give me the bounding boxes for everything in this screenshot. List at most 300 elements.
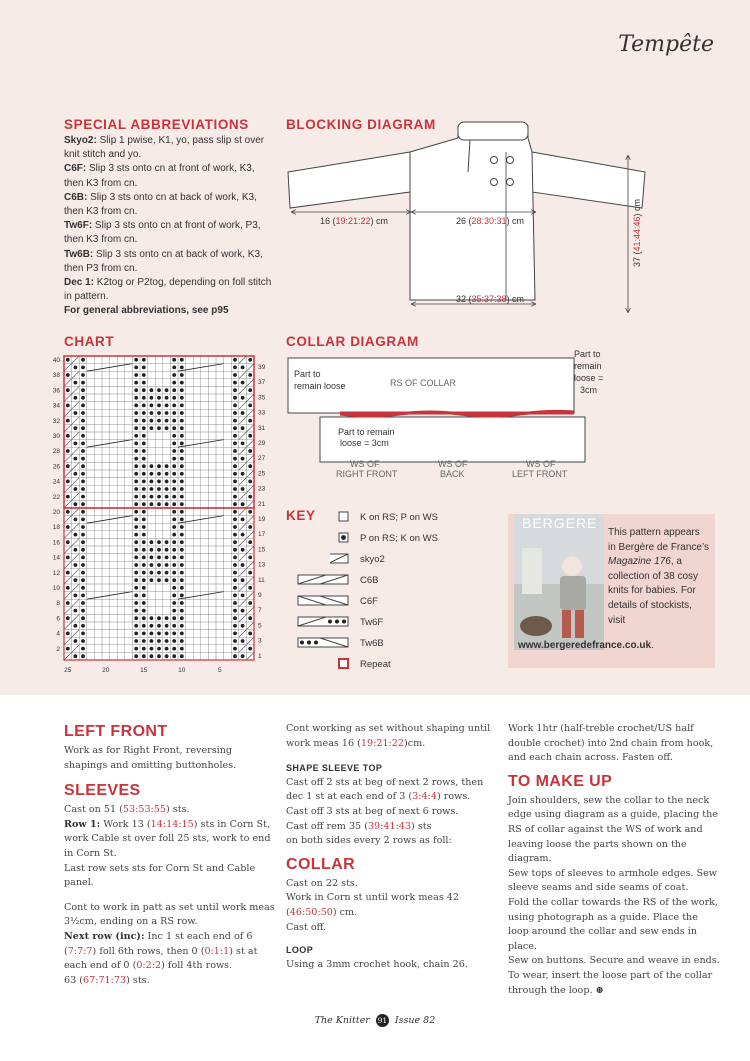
purl-stitch-dot bbox=[150, 487, 154, 491]
row-label-right: 21 bbox=[258, 500, 266, 508]
purl-stitch-dot bbox=[172, 609, 176, 613]
column-label: 5 bbox=[217, 667, 222, 674]
purl-stitch-dot bbox=[157, 578, 161, 582]
purl-stitch-dot bbox=[134, 616, 138, 620]
purl-stitch-dot bbox=[233, 487, 237, 491]
purl-stitch-dot bbox=[233, 594, 237, 598]
purl-stitch-dot bbox=[233, 647, 237, 651]
purl-stitch-dot bbox=[248, 556, 252, 560]
purl-stitch-dot bbox=[248, 434, 252, 438]
purl-stitch-dot bbox=[157, 480, 161, 484]
row-label-left: 12 bbox=[52, 569, 60, 577]
purl-stitch-dot bbox=[180, 616, 184, 620]
purl-stitch-dot bbox=[150, 616, 154, 620]
purl-stitch-dot bbox=[66, 510, 70, 514]
purl-stitch-dot bbox=[172, 472, 176, 476]
purl-stitch-dot bbox=[165, 480, 169, 484]
purl-stitch-dot bbox=[180, 510, 184, 514]
loose-bottom-line2: loose = 3cm bbox=[340, 438, 389, 448]
purl-stitch-dot bbox=[172, 616, 176, 620]
key-row-c6b: C6B bbox=[330, 571, 450, 591]
purl-stitch-dot bbox=[142, 533, 146, 537]
purl-stitch-dot bbox=[150, 647, 154, 651]
purl-stitch-dot bbox=[81, 510, 85, 514]
row-label-right: 1 bbox=[258, 652, 262, 660]
purl-stitch-dot bbox=[172, 457, 176, 461]
purl-stitch-dot bbox=[150, 654, 154, 658]
purl-stitch-dot bbox=[180, 358, 184, 362]
purl-stitch-dot bbox=[241, 396, 245, 400]
row-label-right: 37 bbox=[258, 379, 266, 387]
purl-stitch-dot bbox=[81, 366, 85, 370]
purl-stitch-dot bbox=[157, 616, 161, 620]
shape-step-4: on both sides every 2 rows as foll: bbox=[286, 835, 452, 847]
make-up-step-3: Fold the collar towards the RS of the work, using photograph as a guide. Place the loop around the collar and sew ends in place. bbox=[508, 896, 719, 952]
purl-stitch-dot bbox=[66, 495, 70, 499]
purl-stitch-dot bbox=[157, 654, 161, 658]
purl-stitch-dot bbox=[142, 647, 146, 651]
collar-outline bbox=[458, 122, 528, 140]
purl-stitch-dot bbox=[134, 480, 138, 484]
purl-stitch-dot bbox=[233, 426, 237, 430]
purl-stitch-dot bbox=[81, 586, 85, 590]
purl-stitch-dot bbox=[134, 525, 138, 529]
row-label-left: 14 bbox=[52, 554, 60, 562]
purl-stitch-dot bbox=[172, 525, 176, 529]
purl-stitch-dot bbox=[150, 480, 154, 484]
purl-stitch-dot bbox=[172, 624, 176, 628]
purl-stitch-dot bbox=[165, 578, 169, 582]
row-label-right: 29 bbox=[258, 440, 266, 447]
row-label-right: 15 bbox=[258, 546, 266, 554]
purl-stitch-dot bbox=[81, 464, 85, 468]
row-label-right: 27 bbox=[258, 455, 266, 463]
purl-stitch-dot bbox=[142, 654, 146, 658]
c6b-icon bbox=[286, 573, 350, 587]
ws-left-front-line1: WS OF bbox=[526, 459, 556, 469]
c6f-icon bbox=[286, 594, 350, 608]
tw6b-icon bbox=[286, 636, 350, 650]
row-label-right: 5 bbox=[258, 622, 262, 630]
column-label: 25 bbox=[64, 667, 72, 674]
purl-stitch-dot bbox=[150, 624, 154, 628]
purl-stitch-dot bbox=[74, 578, 78, 582]
purl-stitch-dot bbox=[233, 578, 237, 582]
purl-stitch-dot bbox=[180, 548, 184, 552]
purl-stitch-dot bbox=[81, 601, 85, 605]
purl-stitch-dot bbox=[81, 518, 85, 522]
loose-right-line3: loose = bbox=[574, 373, 604, 383]
purl-stitch-dot bbox=[81, 624, 85, 628]
make-up-step-5: To wear, insert the loose part of the collar through the loop. ⊕ bbox=[508, 969, 713, 996]
row-label-left: 38 bbox=[52, 372, 60, 380]
purl-stitch-dot bbox=[81, 563, 85, 567]
purl-stitch-dot bbox=[142, 632, 146, 636]
key-row-c6f: C6F bbox=[330, 592, 450, 612]
purl-stitch-dot bbox=[180, 624, 184, 628]
purl-stitch-dot bbox=[142, 388, 146, 392]
purl-stitch-dot bbox=[233, 419, 237, 423]
purl-stitch-dot bbox=[81, 548, 85, 552]
purl-stitch-dot bbox=[248, 480, 252, 484]
purl-stitch-dot bbox=[81, 525, 85, 529]
magazine-logo: BERGERE bbox=[522, 515, 598, 531]
purl-stitch-dot bbox=[142, 449, 146, 453]
purl-stitch-dot bbox=[134, 426, 138, 430]
row-label-left: 6 bbox=[56, 615, 60, 623]
purl-stitch-dot bbox=[81, 426, 85, 430]
purl-stitch-dot bbox=[172, 366, 176, 370]
purl-stitch-dot bbox=[165, 639, 169, 643]
left-front-heading: LEFT FRONT bbox=[64, 723, 168, 740]
promo-url[interactable]: www.bergeredefrance.co.uk. bbox=[518, 640, 654, 651]
purl-stitch-dot bbox=[134, 502, 138, 506]
purl-stitch-dot bbox=[134, 609, 138, 613]
collar-work: Work in Corn st until work meas 42 (46:50:50) cm. bbox=[286, 892, 460, 918]
purl-stitch-dot bbox=[134, 624, 138, 628]
key-row-tw6b: Tw6B bbox=[330, 634, 450, 654]
purl-stitch-dot bbox=[150, 548, 154, 552]
purl-stitch-dot bbox=[157, 472, 161, 476]
purl-stitch-dot bbox=[142, 396, 146, 400]
to-make-up-heading: TO MAKE UP bbox=[508, 772, 613, 790]
purl-stitch-dot bbox=[248, 464, 252, 468]
row-label-right: 25 bbox=[258, 470, 266, 478]
purl-stitch-dot bbox=[248, 571, 252, 575]
key-row-purl: P on RS; K on WS bbox=[330, 529, 450, 549]
column-label: 15 bbox=[140, 667, 148, 674]
purl-stitch-dot bbox=[172, 396, 176, 400]
purl-stitch-dot bbox=[157, 632, 161, 636]
abbr-footer: For general abbreviations, see p95 bbox=[64, 305, 229, 317]
purl-stitch-dot bbox=[66, 464, 70, 468]
purl-stitch-dot bbox=[74, 426, 78, 430]
purl-stitch-dot bbox=[142, 373, 146, 377]
purl-stitch-dot bbox=[233, 502, 237, 506]
key-row-repeat: Repeat bbox=[330, 655, 450, 675]
purl-stitch-dot bbox=[142, 540, 146, 544]
purl-stitch-dot bbox=[157, 411, 161, 415]
row-label-left: 22 bbox=[52, 493, 60, 501]
promo-box bbox=[508, 514, 715, 668]
abbreviations-list bbox=[64, 134, 274, 319]
purl-stitch-dot bbox=[81, 571, 85, 575]
purl-stitch-dot bbox=[172, 639, 176, 643]
purl-stitch-dot bbox=[142, 472, 146, 476]
purl-stitch-dot bbox=[74, 457, 78, 461]
purl-stitch-dot bbox=[66, 525, 70, 529]
purl-stitch-dot bbox=[172, 426, 176, 430]
sleeves-total: 63 (67:71:73) sts. bbox=[64, 974, 150, 986]
purl-stitch-dot bbox=[233, 457, 237, 461]
purl-stitch-dot bbox=[150, 472, 154, 476]
purl-stitch-dot bbox=[142, 442, 146, 446]
purl-stitch-dot bbox=[172, 510, 176, 514]
purl-stitch-dot bbox=[180, 518, 184, 522]
purl-stitch-dot bbox=[142, 571, 146, 575]
abbr-item: Tw6B: Slip 3 sts onto cn at back of work, K3, then P3 from cn. bbox=[64, 248, 263, 274]
sleeves-next-row: Next row (inc): Inc 1 st each end of 6 (7:7:7) foll 6th rows, then 0 (0:1:1) st at each end of 0 (0:2:2) foll 4th rows. bbox=[64, 930, 258, 972]
loose-right-line4: 3cm bbox=[580, 385, 598, 395]
purl-stitch-dot bbox=[74, 518, 78, 522]
purl-stitch-dot bbox=[74, 654, 78, 658]
purl-stitch-dot bbox=[165, 472, 169, 476]
purl-stitch-dot bbox=[180, 571, 184, 575]
purl-stitch-dot bbox=[233, 556, 237, 560]
purl-stitch-dot bbox=[233, 563, 237, 567]
purl-stitch-dot bbox=[180, 419, 184, 423]
purl-stitch-dot bbox=[172, 373, 176, 377]
purl-stitch-dot bbox=[142, 510, 146, 514]
sleeves-continue: Cont to work in patt as set until work meas 3½cm, ending on a RS row. bbox=[64, 901, 275, 928]
row-label-left: 4 bbox=[56, 630, 60, 638]
purl-stitch-dot bbox=[134, 487, 138, 491]
purl-stitch-dot bbox=[241, 472, 245, 476]
purl-stitch-dot bbox=[134, 647, 138, 651]
purl-stitch-dot bbox=[180, 647, 184, 651]
purl-stitch-dot bbox=[172, 442, 176, 446]
purl-stitch-dot bbox=[81, 639, 85, 643]
row-label-right: 19 bbox=[258, 516, 266, 523]
purl-stitch-dot bbox=[172, 571, 176, 575]
purl-stitch-dot bbox=[180, 601, 184, 605]
purl-stitch-dot bbox=[180, 426, 184, 430]
purl-stitch-dot bbox=[134, 594, 138, 598]
purl-stitch-dot bbox=[142, 358, 146, 362]
row-label-right: 13 bbox=[258, 561, 266, 569]
purl-stitch-dot bbox=[66, 449, 70, 453]
column-3 bbox=[508, 722, 720, 998]
purl-stitch-dot bbox=[157, 548, 161, 552]
issue-number: Issue 82 bbox=[394, 1015, 436, 1026]
purl-stitch-dot bbox=[66, 632, 70, 636]
loop-htr-text: Work 1htr (half-treble crochet/US half double crochet) into 2nd chain from hook, and each chain across. Fasten off. bbox=[508, 723, 714, 764]
collar-diagram-heading: COLLAR DIAGRAM bbox=[286, 334, 419, 349]
purl-stitch-dot bbox=[134, 578, 138, 582]
purl-stitch-dot bbox=[142, 639, 146, 643]
ws-right-front-line1: WS OF bbox=[350, 459, 380, 469]
purl-stitch-dot bbox=[180, 457, 184, 461]
purl-stitch-dot bbox=[134, 548, 138, 552]
purl-stitch-dot bbox=[142, 502, 146, 506]
purl-stitch-dot bbox=[248, 404, 252, 408]
purl-stitch-dot bbox=[165, 464, 169, 468]
purl-stitch-dot bbox=[241, 578, 245, 582]
purl-stitch-dot bbox=[233, 548, 237, 552]
column-label: 20 bbox=[102, 667, 110, 674]
loose-right-line1: Part to bbox=[574, 349, 601, 359]
row-label-left: 24 bbox=[52, 478, 60, 486]
purl-stitch-dot bbox=[180, 594, 184, 598]
purl-stitch-dot bbox=[172, 540, 176, 544]
purl-stitch-dot bbox=[165, 616, 169, 620]
purl-stitch-dot bbox=[180, 639, 184, 643]
abbr-item: Skyo2: Slip 1 pwise, K1, yo, pass slip st over knit stitch and yo. bbox=[64, 135, 265, 161]
purl-stitch-dot bbox=[134, 533, 138, 537]
purl-stitch-dot bbox=[142, 366, 146, 370]
purl-stitch-dot bbox=[233, 525, 237, 529]
purl-stitch-dot bbox=[172, 449, 176, 453]
purl-stitch-dot bbox=[233, 571, 237, 575]
purl-stitch-dot bbox=[248, 616, 252, 620]
purl-stitch-dot bbox=[172, 495, 176, 499]
row-label-right: 11 bbox=[258, 576, 265, 584]
purl-stitch-dot bbox=[165, 487, 169, 491]
rs-collar-label: RS OF COLLAR bbox=[390, 378, 457, 388]
purl-stitch-dot bbox=[172, 563, 176, 567]
purl-stitch-dot bbox=[134, 358, 138, 362]
purl-stitch-dot bbox=[233, 396, 237, 400]
purl-stitch-dot bbox=[66, 434, 70, 438]
purl-stitch-dot bbox=[157, 404, 161, 408]
purl-stitch-dot bbox=[66, 616, 70, 620]
purl-stitch-dot bbox=[233, 464, 237, 468]
ws-left-front-line2: LEFT FRONT bbox=[512, 469, 568, 479]
make-up-step-2: Sew tops of sleeves to armhole edges. Sew sleeve seams and side seams of coat. bbox=[508, 867, 718, 894]
purl-stitch-dot bbox=[172, 594, 176, 598]
purl-stitch-dot bbox=[180, 411, 184, 415]
purl-stitch-dot bbox=[157, 540, 161, 544]
loose-left-line2: remain loose bbox=[294, 381, 346, 391]
row-label-left: 18 bbox=[52, 524, 60, 532]
purl-stitch-dot bbox=[165, 632, 169, 636]
purl-stitch-dot bbox=[142, 609, 146, 613]
ws-right-front-line2: RIGHT FRONT bbox=[336, 469, 398, 479]
purl-stitch-dot bbox=[81, 609, 85, 613]
purl-stitch-dot bbox=[134, 457, 138, 461]
purl-stitch-dot bbox=[172, 381, 176, 385]
purl-stitch-dot bbox=[165, 548, 169, 552]
purl-stitch-dot bbox=[157, 502, 161, 506]
row-label-right: 3 bbox=[258, 637, 262, 645]
purl-stitch-dot bbox=[165, 404, 169, 408]
purl-stitch-dot bbox=[66, 373, 70, 377]
purl-stitch-dot bbox=[180, 373, 184, 377]
purl-stitch-dot bbox=[233, 381, 237, 385]
purl-stitch-dot bbox=[248, 632, 252, 636]
purl-stitch-dot bbox=[142, 426, 146, 430]
purl-stitch-dot bbox=[81, 472, 85, 476]
purl-stitch-dot bbox=[233, 472, 237, 476]
purl-stitch-dot bbox=[172, 647, 176, 651]
purl-stitch-dot bbox=[180, 609, 184, 613]
purl-stitch-dot bbox=[66, 540, 70, 544]
loop-heading: LOOP bbox=[286, 945, 314, 956]
purl-stitch-dot bbox=[172, 518, 176, 522]
purl-stitch-dot bbox=[150, 464, 154, 468]
purl-stitch-dot bbox=[134, 381, 138, 385]
stitch-chart bbox=[50, 352, 270, 674]
coat-body-outline bbox=[410, 126, 535, 300]
purl-stitch-dot bbox=[165, 411, 169, 415]
purl-stitch-dot bbox=[150, 411, 154, 415]
column-label: 10 bbox=[178, 667, 186, 674]
purl-stitch-dot bbox=[180, 442, 184, 446]
purl-stitch-dot bbox=[134, 601, 138, 605]
purl-stitch-dot bbox=[233, 533, 237, 537]
purl-stitch-dot bbox=[134, 419, 138, 423]
purl-stitch-dot bbox=[142, 616, 146, 620]
purl-stitch-dot bbox=[165, 426, 169, 430]
purl-stitch-dot bbox=[172, 654, 176, 658]
purl-stitch-dot bbox=[81, 616, 85, 620]
row-label-left: 8 bbox=[56, 600, 60, 608]
purl-stitch-dot bbox=[241, 411, 245, 415]
purl-stitch-dot bbox=[74, 609, 78, 613]
shape-step-1: Cast off 2 sts at beg of next 2 rows, then dec 1 st at each end of 3 (3:4:4) rows. bbox=[286, 776, 484, 803]
row-label-left: 30 bbox=[52, 433, 60, 440]
purl-stitch-dot bbox=[74, 639, 78, 643]
purl-stitch-dot bbox=[81, 404, 85, 408]
purl-stitch-dot bbox=[134, 571, 138, 575]
purl-stitch-dot bbox=[74, 396, 78, 400]
tw6f-icon bbox=[286, 615, 350, 629]
purl-stitch-dot bbox=[134, 434, 138, 438]
purl-stitch-dot bbox=[142, 404, 146, 408]
purl-stitch-dot bbox=[66, 556, 70, 560]
purl-stitch-dot bbox=[172, 419, 176, 423]
purl-stitch-dot bbox=[81, 457, 85, 461]
purl-stitch-dot bbox=[233, 654, 237, 658]
purl-stitch-dot bbox=[134, 639, 138, 643]
purl-stitch-dot bbox=[81, 388, 85, 392]
purl-stitch-dot bbox=[81, 411, 85, 415]
purl-stitch-dot bbox=[165, 556, 169, 560]
purl-stitch-dot bbox=[248, 388, 252, 392]
shape-step-3: Cast off rem 35 (39:41:43) sts bbox=[286, 820, 432, 832]
purl-stitch-dot bbox=[66, 601, 70, 605]
purl-stitch-dot bbox=[172, 586, 176, 590]
purl-stitch-dot bbox=[157, 571, 161, 575]
purl-stitch-dot bbox=[150, 388, 154, 392]
magazine-name: The Knitter bbox=[314, 1015, 370, 1026]
purl-stitch-dot bbox=[233, 366, 237, 370]
purl-stitch-dot bbox=[248, 449, 252, 453]
purl-stitch-dot bbox=[142, 548, 146, 552]
row-label-right: 17 bbox=[258, 531, 266, 539]
purl-stitch-dot bbox=[81, 647, 85, 651]
purl-stitch-dot bbox=[180, 381, 184, 385]
purl-stitch-dot bbox=[172, 434, 176, 438]
purl-stitch-dot bbox=[81, 487, 85, 491]
purl-stitch-dot bbox=[241, 518, 245, 522]
row-label-left: 16 bbox=[52, 539, 60, 547]
purl-stitch-dot bbox=[248, 525, 252, 529]
purl-stitch-dot bbox=[172, 502, 176, 506]
collar-cast-off: Cast off. bbox=[286, 921, 327, 933]
purl-stitch-dot bbox=[233, 518, 237, 522]
purl-stitch-dot bbox=[66, 419, 70, 423]
purl-stitch-dot bbox=[81, 578, 85, 582]
purl-stitch-dot bbox=[180, 632, 184, 636]
purl-stitch-dot bbox=[172, 533, 176, 537]
purl-stitch-dot bbox=[248, 495, 252, 499]
purl-stitch-dot bbox=[150, 639, 154, 643]
purl-stitch-dot bbox=[74, 366, 78, 370]
purl-stitch-dot bbox=[134, 366, 138, 370]
row-label-left: 28 bbox=[52, 448, 60, 456]
sleeve-width-label: 16 (19:21:22) cm bbox=[320, 216, 389, 226]
purl-stitch-dot bbox=[142, 586, 146, 590]
purl-stitch-dot bbox=[241, 502, 245, 506]
purl-stitch-dot bbox=[142, 624, 146, 628]
abbr-item: Dec 1: K2tog or P2tog, depending on foll stitch in pattern. bbox=[64, 277, 272, 303]
purl-stitch-dot bbox=[165, 396, 169, 400]
purl-stitch-dot bbox=[142, 381, 146, 385]
purl-stitch-dot bbox=[241, 442, 245, 446]
collar-cast-on: Cast on 22 sts. bbox=[286, 877, 358, 889]
purl-stitch-dot bbox=[172, 388, 176, 392]
